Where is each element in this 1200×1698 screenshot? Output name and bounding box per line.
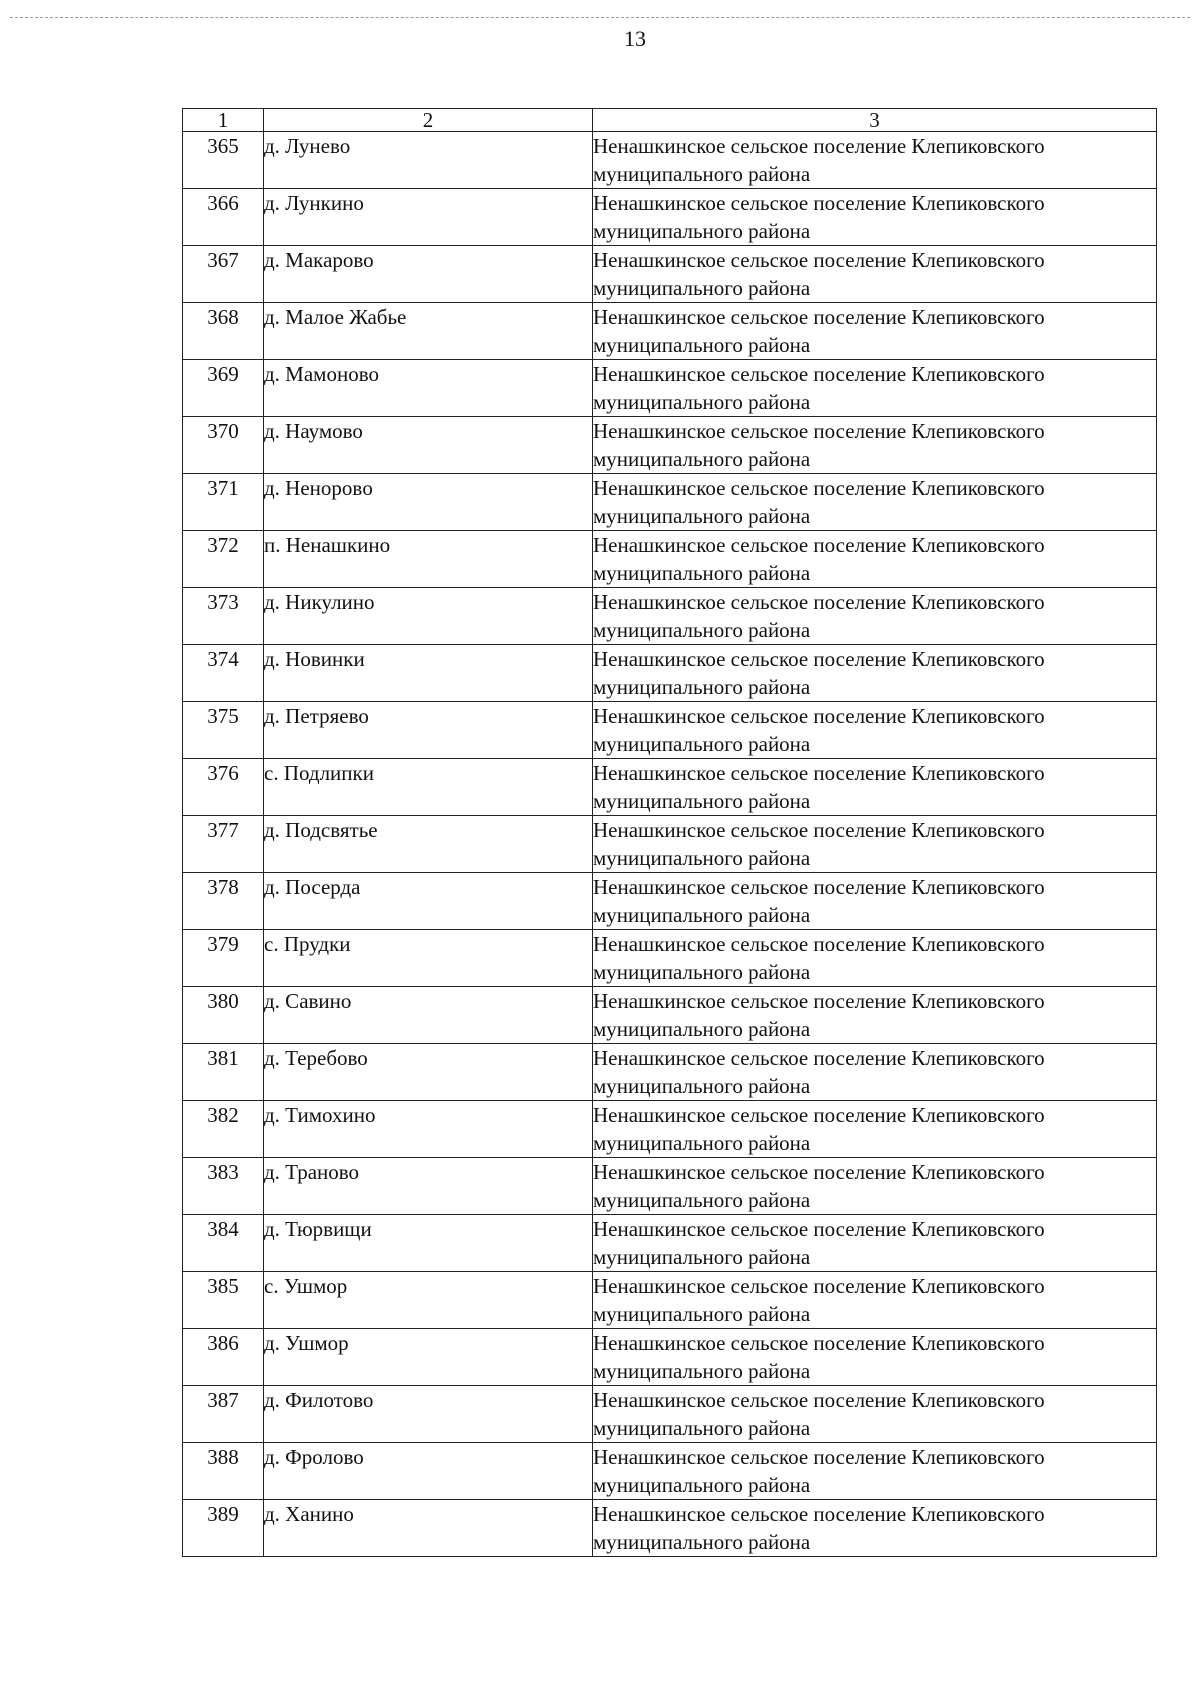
table-row bbox=[183, 645, 1157, 702]
settlement-name-cell: д. Ханино bbox=[264, 1500, 593, 1557]
municipality-cell: Ненашкинское сельское поселение Клепиковского муниципального района bbox=[593, 417, 1157, 474]
settlement-name-cell: д. Подсвятье bbox=[264, 816, 593, 873]
row-number-cell: 366 bbox=[183, 189, 264, 246]
table-body bbox=[183, 132, 1157, 1557]
row-number-cell: 368 bbox=[183, 303, 264, 360]
row-number-cell: 376 bbox=[183, 759, 264, 816]
row-number-cell: 381 bbox=[183, 1044, 264, 1101]
table-row bbox=[183, 1044, 1157, 1101]
table-row bbox=[183, 531, 1157, 588]
table-row bbox=[183, 189, 1157, 246]
row-number-cell: 369 bbox=[183, 360, 264, 417]
row-number-cell: 384 bbox=[183, 1215, 264, 1272]
row-number-cell: 389 bbox=[183, 1500, 264, 1557]
municipality-cell: Ненашкинское сельское поселение Клепиковского муниципального района bbox=[593, 1500, 1157, 1557]
row-number-cell: 375 bbox=[183, 702, 264, 759]
table-row bbox=[183, 1158, 1157, 1215]
settlement-name-cell: д. Тимохино bbox=[264, 1101, 593, 1158]
settlement-name-cell: д. Филотово bbox=[264, 1386, 593, 1443]
settlement-name-cell: д. Наумово bbox=[264, 417, 593, 474]
table-row bbox=[183, 930, 1157, 987]
settlement-name-cell: д. Новинки bbox=[264, 645, 593, 702]
row-number-cell: 365 bbox=[183, 132, 264, 189]
table-row bbox=[183, 702, 1157, 759]
settlement-name-cell: д. Петряево bbox=[264, 702, 593, 759]
municipality-cell: Ненашкинское сельское поселение Клепиковского муниципального района bbox=[593, 1329, 1157, 1386]
row-number-cell: 371 bbox=[183, 474, 264, 531]
table-row bbox=[183, 132, 1157, 189]
municipality-cell: Ненашкинское сельское поселение Клепиковского муниципального района bbox=[593, 759, 1157, 816]
row-number-cell: 370 bbox=[183, 417, 264, 474]
settlement-name-cell: д. Лункино bbox=[264, 189, 593, 246]
settlement-name-cell: д. Теребово bbox=[264, 1044, 593, 1101]
settlement-name-cell: с. Прудки bbox=[264, 930, 593, 987]
municipality-cell: Ненашкинское сельское поселение Клепиковского муниципального района bbox=[593, 702, 1157, 759]
row-number-cell: 386 bbox=[183, 1329, 264, 1386]
municipality-cell: Ненашкинское сельское поселение Клепиковского муниципального района bbox=[593, 645, 1157, 702]
row-number-cell: 380 bbox=[183, 987, 264, 1044]
row-number-cell: 367 bbox=[183, 246, 264, 303]
settlement-name-cell: с. Подлипки bbox=[264, 759, 593, 816]
municipality-cell: Ненашкинское сельское поселение Клепиковского муниципального района bbox=[593, 132, 1157, 189]
table-row bbox=[183, 360, 1157, 417]
column-header-municipality: 3 bbox=[593, 109, 1157, 132]
municipality-cell: Ненашкинское сельское поселение Клепиковского муниципального района bbox=[593, 1215, 1157, 1272]
municipality-cell: Ненашкинское сельское поселение Клепиковского муниципального района bbox=[593, 1272, 1157, 1329]
table-row bbox=[183, 1386, 1157, 1443]
settlement-name-cell: д. Мамоново bbox=[264, 360, 593, 417]
table-row bbox=[183, 1443, 1157, 1500]
settlement-name-cell: с. Ушмор bbox=[264, 1272, 593, 1329]
row-number-cell: 383 bbox=[183, 1158, 264, 1215]
municipality-cell: Ненашкинское сельское поселение Клепиковского муниципального района bbox=[593, 816, 1157, 873]
scan-edge-line bbox=[10, 17, 1190, 18]
column-header-number: 1 bbox=[183, 109, 264, 132]
settlement-name-cell: д. Никулино bbox=[264, 588, 593, 645]
table-row bbox=[183, 759, 1157, 816]
municipality-cell: Ненашкинское сельское поселение Клепиковского муниципального района bbox=[593, 303, 1157, 360]
municipality-cell: Ненашкинское сельское поселение Клепиковского муниципального района bbox=[593, 873, 1157, 930]
row-number-cell: 385 bbox=[183, 1272, 264, 1329]
row-number-cell: 382 bbox=[183, 1101, 264, 1158]
municipality-cell: Ненашкинское сельское поселение Клепиковского муниципального района bbox=[593, 1443, 1157, 1500]
table-row bbox=[183, 1215, 1157, 1272]
settlement-name-cell: п. Ненашкино bbox=[264, 531, 593, 588]
municipality-cell: Ненашкинское сельское поселение Клепиковского муниципального района bbox=[593, 588, 1157, 645]
row-number-cell: 373 bbox=[183, 588, 264, 645]
table-row bbox=[183, 873, 1157, 930]
table-row bbox=[183, 474, 1157, 531]
settlement-name-cell: д. Савино bbox=[264, 987, 593, 1044]
municipality-cell: Ненашкинское сельское поселение Клепиковского муниципального района bbox=[593, 360, 1157, 417]
row-number-cell: 372 bbox=[183, 531, 264, 588]
row-number-cell: 377 bbox=[183, 816, 264, 873]
table-row bbox=[183, 1329, 1157, 1386]
municipality-cell: Ненашкинское сельское поселение Клепиковского муниципального района bbox=[593, 987, 1157, 1044]
municipality-cell: Ненашкинское сельское поселение Клепиковского муниципального района bbox=[593, 1044, 1157, 1101]
settlement-name-cell: д. Неноровo bbox=[264, 474, 593, 531]
settlement-name-cell: д. Тюрвищи bbox=[264, 1215, 593, 1272]
row-number-cell: 387 bbox=[183, 1386, 264, 1443]
settlements-table bbox=[182, 108, 1157, 1557]
table-header-row bbox=[183, 109, 1157, 132]
municipality-cell: Ненашкинское сельское поселение Клепиковского муниципального района bbox=[593, 1386, 1157, 1443]
settlement-name-cell: д. Малое Жабье bbox=[264, 303, 593, 360]
table-row bbox=[183, 417, 1157, 474]
settlement-name-cell: д. Лунево bbox=[264, 132, 593, 189]
settlement-name-cell: д. Фролово bbox=[264, 1443, 593, 1500]
municipality-cell: Ненашкинское сельское поселение Клепиковского муниципального района bbox=[593, 930, 1157, 987]
municipality-cell: Ненашкинское сельское поселение Клепиковского муниципального района bbox=[593, 474, 1157, 531]
municipality-cell: Ненашкинское сельское поселение Клепиковского муниципального района bbox=[593, 189, 1157, 246]
table-row bbox=[183, 1101, 1157, 1158]
page-number: 13 bbox=[624, 26, 646, 51]
settlement-name-cell: д. Макарово bbox=[264, 246, 593, 303]
municipality-cell: Ненашкинское сельское поселение Клепиковского муниципального района bbox=[593, 1101, 1157, 1158]
table-row bbox=[183, 816, 1157, 873]
row-number-cell: 374 bbox=[183, 645, 264, 702]
table-row bbox=[183, 303, 1157, 360]
table-row bbox=[183, 1272, 1157, 1329]
municipality-cell: Ненашкинское сельское поселение Клепиковского муниципального района bbox=[593, 246, 1157, 303]
settlement-name-cell: д. Ушмор bbox=[264, 1329, 593, 1386]
table-row bbox=[183, 588, 1157, 645]
table-row bbox=[183, 1500, 1157, 1557]
row-number-cell: 378 bbox=[183, 873, 264, 930]
table-row bbox=[183, 987, 1157, 1044]
row-number-cell: 379 bbox=[183, 930, 264, 987]
settlement-name-cell: д. Посерда bbox=[264, 873, 593, 930]
settlement-name-cell: д. Траново bbox=[264, 1158, 593, 1215]
row-number-cell: 388 bbox=[183, 1443, 264, 1500]
column-header-settlement: 2 bbox=[264, 109, 593, 132]
municipality-cell: Ненашкинское сельское поселение Клепиковского муниципального района bbox=[593, 531, 1157, 588]
table-row bbox=[183, 246, 1157, 303]
municipality-cell: Ненашкинское сельское поселение Клепиковского муниципального района bbox=[593, 1158, 1157, 1215]
